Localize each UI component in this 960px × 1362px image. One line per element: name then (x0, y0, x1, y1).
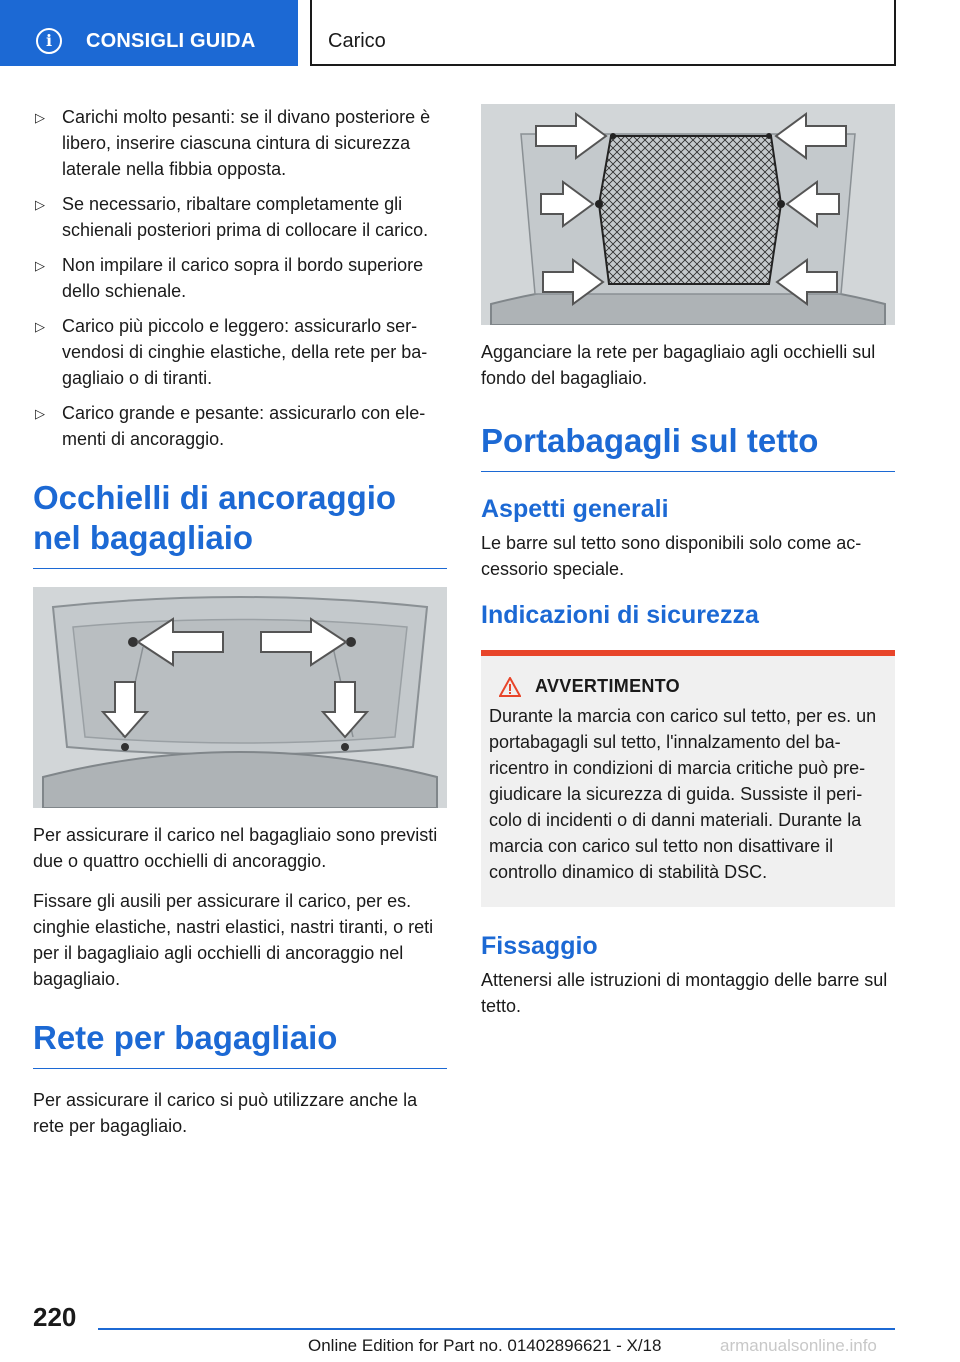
triangle-bullet-icon: ▷ (35, 197, 45, 212)
anchor-eyes-paragraph-2: Fissare gli ausili per assicurare il carico, per es. cinghie elastiche, nastri elastici, nastri tiranti, o reti per il bagagliaio agli occhielli di ancoraggio nel bagagliaio. (33, 891, 434, 989)
info-icon: i (36, 28, 62, 54)
header-tab[interactable] (0, 0, 298, 66)
luggage-net-illustration (481, 104, 895, 325)
triangle-bullet-icon: ▷ (35, 258, 45, 273)
general-paragraph: Le barre sul tetto sono disponibili solo come accessorio speciale. (481, 533, 862, 579)
luggage-net-paragraph: Per assicurare il carico si può utilizzare anche la rete per bagagliaio. (33, 1090, 418, 1136)
warning-triangle-icon (499, 677, 521, 697)
warning-header (489, 676, 887, 697)
triangle-bullet-icon: ▷ (35, 319, 45, 334)
trunk-anchors-illustration (33, 587, 447, 808)
footer-site: armanualsonline.info (720, 1336, 877, 1355)
page-number: 220 (33, 1302, 77, 1332)
anchor-eyes-paragraph-1: Per assicurare il carico nel bagagliaio sono previsti due o quattro occhielli di ancoraggio. (33, 825, 438, 871)
triangle-bullet-icon: ▷ (35, 406, 45, 421)
header-tab-label: CONSIGLI GUIDA (86, 30, 256, 52)
subsection-title-safety: Indicazioni di sicurezza (481, 601, 759, 629)
list-item: ▷ Carico più piccolo e leggero: assicurarlo servendosi di cinghie elastiche, della rete per bagagliaio o di tiranti. (35, 316, 428, 388)
bullet-list (33, 104, 447, 452)
footer-edition: Online Edition for Part no. 01402896621 - X/18 (308, 1336, 662, 1355)
luggage-net-figure (481, 104, 895, 325)
section-title-anchor-eyes: Occhielli di ancoraggio nel bagagliaio (33, 478, 447, 569)
list-item: ▷ Carichi molto pesanti: se il divano posteriore è libero, inserire ciascuna cintura di sicurezza laterale nella fibbia opposta. (35, 107, 431, 179)
section-title-luggage-net: Rete per bagagliaio (33, 1018, 447, 1069)
trunk-anchors-figure (33, 587, 447, 808)
mounting-paragraph: Attenersi alle istruzioni di montaggio delle barre sul tetto. (481, 970, 888, 1016)
warning-box (481, 650, 895, 907)
header-section (310, 0, 896, 66)
list-item: ▷ Carico grande e pesante: assicurarlo con elementi di ancoraggio. (35, 403, 426, 449)
section-title-roof-rack: Portabagagli sul tetto (481, 421, 895, 472)
footer-divider (98, 1328, 895, 1330)
subsection-title-mounting: Fissaggio (481, 932, 598, 960)
triangle-bullet-icon: ▷ (35, 110, 45, 125)
figure-caption: Agganciare la rete per bagagliaio agli occhielli sul fondo del bagagliaio. (481, 342, 876, 388)
warning-text: Durante la marcia con carico sul tetto, per es. un portabagagli sul tetto, l'innalzamento del baricentro in condizioni di marcia critiche può pregiudicare la sicurezza di guida. Sussiste il pericolo di incidenti o di danni materiali. Durante la marcia con carico sul tetto non disattivare il controllo dinamico di stabilità DSC. (489, 706, 877, 882)
list-item: ▷ Se necessario, ribaltare completamente gli schienali posteriori prima di collocare il carico. (35, 194, 429, 240)
list-item: ▷ Non impilare il carico sopra il bordo superiore dello schienale. (35, 255, 424, 301)
header-section-label: Carico (328, 30, 386, 52)
subsection-title-general: Aspetti generali (481, 495, 669, 523)
right-column (481, 104, 895, 1033)
warning-title: AVVERTIMENTO (535, 676, 680, 696)
left-column (33, 104, 447, 1153)
